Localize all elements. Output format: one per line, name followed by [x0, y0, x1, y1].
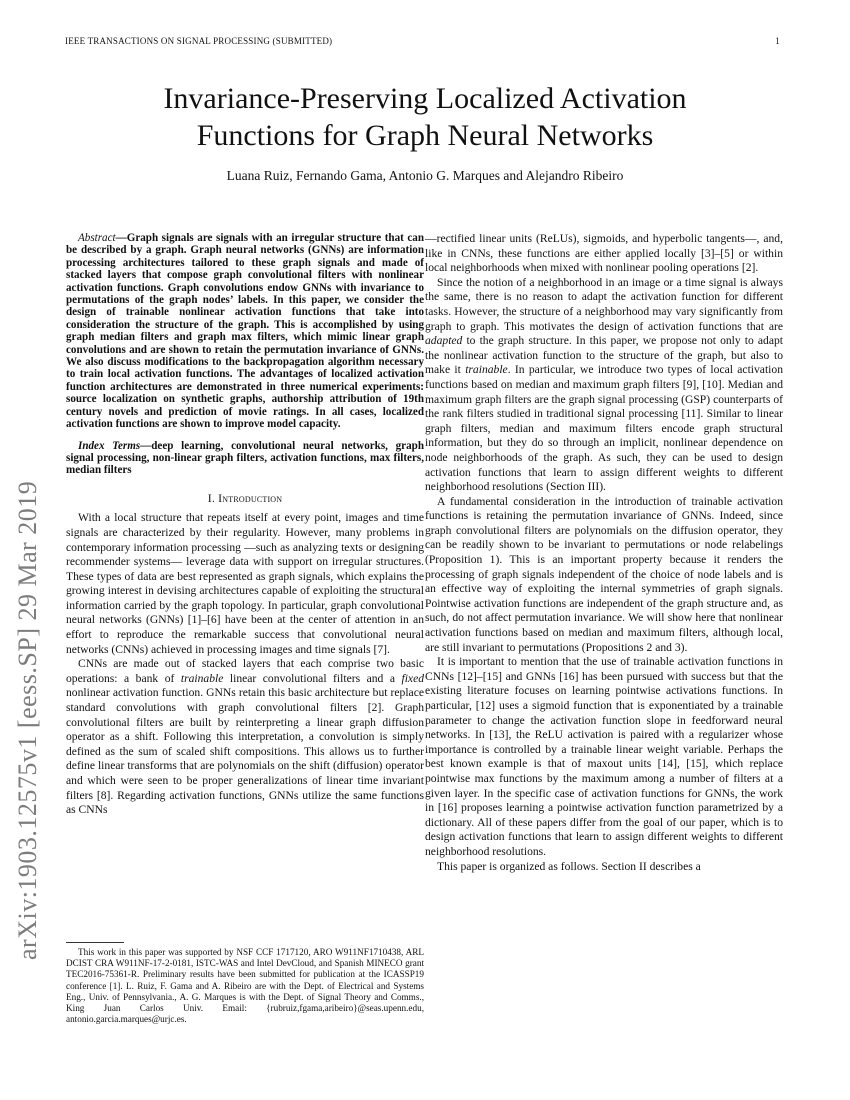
author-list: Luana Ruiz, Fernando Gama, Antonio G. Marques and Alejandro Ribeiro: [226, 168, 624, 183]
index-terms-text: —deep learning, convolutional neural networks, graph signal processing, non-linear graph filters, activation functions, max filters, median filters: [66, 439, 424, 477]
body-paragraph-continued: —rectified linear units (ReLUs), sigmoids, and hyperbolic tangents—, and, like in CNNs, these functions are either applied locally [3]–[5] or within local neighborhoods when mixed with nonlinear pooling operations [2].: [425, 232, 783, 275]
abstract-label: Abstract: [78, 232, 116, 244]
page-number: 1: [775, 36, 780, 46]
title-line-1: Invariance-Preserving Localized Activation: [163, 82, 687, 115]
funding-footnote: This work in this paper was supported by NSF CCF 1717120, ARO W911NF1710438, ARL DCIST CRA W911NF-17-2-0181, ISTC-WAS and Intel DevCloud, and Spanish MINECO grant TEC2016-75361-R. Preliminary results have been submitted for publication at the ICASSP19 conference [1]. L. Ruiz, F. Gama and A. Ribeiro are with the Dept. of Electrical and Systems Eng., Univ. of Pennsylvania., A. G. Marques is with the Dept. of Signal Theory and Comms., King Juan Carlos Univ. Email: {rubruiz,fgama,aribeiro}@seas.upenn.edu, antonio.garcia.marques@urjc.es.: [66, 947, 424, 1025]
right-column: [425, 232, 783, 874]
footnote-rule: [66, 942, 124, 943]
paper-title: [60, 80, 790, 154]
index-terms-label: Index Terms: [78, 439, 141, 452]
body-paragraph-related-work: It is important to mention that the use of trainable activation functions in CNNs [12]–[15] and GNNs [16] has been pursued with success but that the existing literature focuses on learning pointwise activations functions. In particular, [12] uses a sigmoid function that is exponentiated by a trainable parameter to change the activation function slope in feedforward neural networks. In [13], the ReLU activation is paired with a regularizer whose importance is controlled by a trainable linear weight variable. Perhaps the best known example is that of maxout units [14], [15], which replace pointwise max functions by the maximum among a number of filters at a given layer. In the specific case of activation functions for GNNs, the work in [16] proposes learning a pointwise activation function parametrized by a dictionary. All of these papers differ from the goal of our paper, which is to design activation functions that learn to assign different weights to different neighborhood resolutions.: [425, 655, 783, 858]
body-paragraph-adapted: Since the notion of a neighborhood in an image or a time signal is always the same, there is no reason to adapt the activation function for different tasks. However, the structure of a neighborhood may vary significantly from graph to graph. This motivates the design of activation functions that are adapted to the graph structure. In this paper, we propose not only to adapt the nonlinear activation function to the structure of the graph, but also to make it trainable. In particular, we introduce two types of local activation functions based on median and maximum graph filters [9], [10]. Median and maximum graph filters are the graph signal processing (GSP) counterparts of the rank filters studied in traditional signal processing [11]. Similar to linear graph filters, median and maximum filters encode graph structural information, but they do so through an implicit, nonlinear dependence on node neighborhoods of the graph. As such, they can be used to design activation functions that learn to assign different weights to different neighborhood resolutions (Section III).: [425, 275, 783, 494]
body-paragraph-invariance: A fundamental consideration in the introduction of trainable activation functions is retaining the permutation invariance of GNNs. Indeed, since graph convolutional filters are polynomials on the diffusion operator, they can be readily shown to be invariant to permutations or node relabelings (Proposition 1). This is an important property because it renders the processing of graph signals independent of the choice of node labels and is an effective way of exploiting the internal symmetries of graph signals. Pointwise activation functions are independent of the graph structure and, as such, do not affect permutation invariance. We will show here that nonlinear activation functions based on median and maximum filters, although local, are still invariant to permutations (Propositions 2 and 3).: [425, 494, 783, 654]
arxiv-identifier-stamp: arXiv:1903.12575v1 [eess.SP] 29 Mar 2019: [13, 480, 42, 960]
abstract-text: —Graph signals are signals with an irregular structure that can be described by a graph. Graph neural networks (GNNs) are information processing architectures tailored to these graph signals and made of stacked layers that compose graph convolutional filters with nonlinear activation functions. Graph convolutions endow GNNs with invariance to permutations of the graph nodes’ labels. In this paper, we consider the design of trainable nonlinear activation functions that take into consideration the structure of the graph. This is accomplished by using graph median filters and graph max filters, which mimic linear graph convolutions and are shown to retain the permutation invariance of GNNs. We also discuss modifications to the backpropagation algorithm necessary to train local activation functions. The advantages of localized activation function architectures are demonstrated in three numerical experiments: source localization on synthetic graphs, authorship attribution of 19th century novels and prediction of movie ratings. In all cases, localized activation functions are shown to improve model capacity.: [66, 232, 424, 431]
abstract: [66, 232, 424, 431]
intro-paragraph-2: CNNs are made out of stacked layers that each comprise two basic operations: a bank of trainable linear convolutional filters and a fixed nonlinear activation function. GNNs retain this basic architecture but replace standard convolutions with graph convolutional filters [2]. Graph convolutional filters are built by reinterpreting a linear graph diffusion operator as a shift. Following this interpretation, a convolution is simply defined as the sum of scaled shift compositions. This allows us to further define linear transforms that are polynomials on the shift (diffusion) operator and which were seen to be proper generalizations of linear time invariant filters [8]. Regarding activation functions, GNNs utilize the same functions as CNNs: [66, 657, 425, 817]
running-head: [65, 36, 780, 46]
title-line-2: Functions for Graph Neural Networks: [196, 119, 654, 152]
journal-name: IEEE TRANSACTIONS ON SIGNAL PROCESSING (SUBMITTED): [65, 36, 333, 46]
index-terms: [66, 440, 424, 477]
body-paragraph-organization: This paper is organized as follows. Section II describes a: [437, 859, 701, 873]
section-heading-introduction: I. Introduction: [207, 490, 283, 505]
left-column: [66, 232, 424, 818]
intro-paragraph-1: With a local structure that repeats itself at every point, images and time signals are characterized by their regularity. However, many problems in contemporary information processing —such as analyzing texts or designing recommender systems— leverage data with support on irregular structures. These types of data are best represented as graph signals, which explains the growing interest in devising architectures capable of exploiting the structural information carried by the graph topology. In particular, graph convolutional neural networks (GNNs) [1]–[6] have been at the center of attention in an effort to reproduce the remarkable success that convolutional neural networks (CNNs) achieved in processing images and time signals [7].: [66, 511, 424, 656]
